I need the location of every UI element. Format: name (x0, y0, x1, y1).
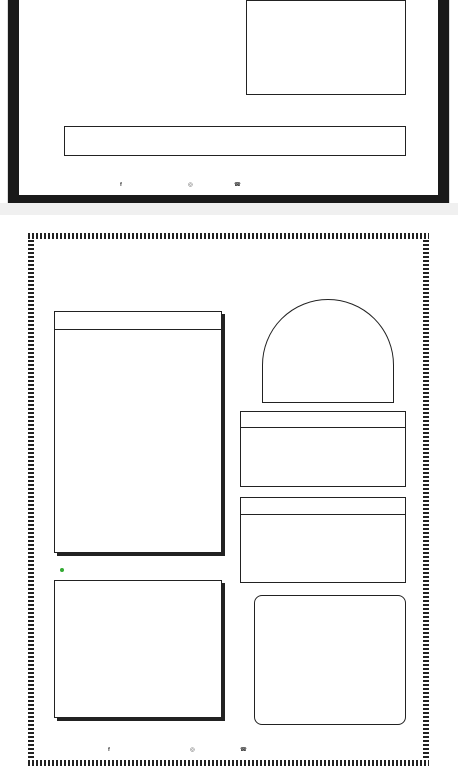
instagram-icon: ◎ (188, 182, 193, 188)
addons-box (64, 126, 406, 156)
page-separator (0, 203, 458, 215)
coffee-legend (58, 567, 64, 573)
tea-box (54, 580, 222, 718)
divider (55, 329, 221, 330)
coffee-box (54, 311, 222, 553)
brew-box (240, 497, 406, 583)
facebook-icon: f (120, 182, 122, 188)
footer-phone[interactable] (240, 747, 247, 753)
facebook-icon: f (108, 747, 110, 753)
footer-facebook[interactable] (108, 747, 110, 753)
footer-instagram[interactable] (190, 747, 195, 753)
phone-icon: ☎ (240, 747, 247, 753)
footer-instagram[interactable] (188, 182, 193, 188)
desserts-box (246, 0, 406, 95)
phone-icon: ☎ (234, 182, 241, 188)
divider (241, 427, 405, 428)
divider (241, 514, 405, 515)
drinks-menu-page (8, 215, 449, 772)
food-menu-page (8, 0, 449, 203)
footer-phone[interactable] (234, 182, 241, 188)
mimosas-box (240, 411, 406, 487)
vegan-dot-icon (60, 568, 64, 572)
instagram-icon: ◎ (190, 747, 195, 753)
cocktails-box (254, 595, 406, 725)
footer-facebook[interactable] (120, 182, 122, 188)
